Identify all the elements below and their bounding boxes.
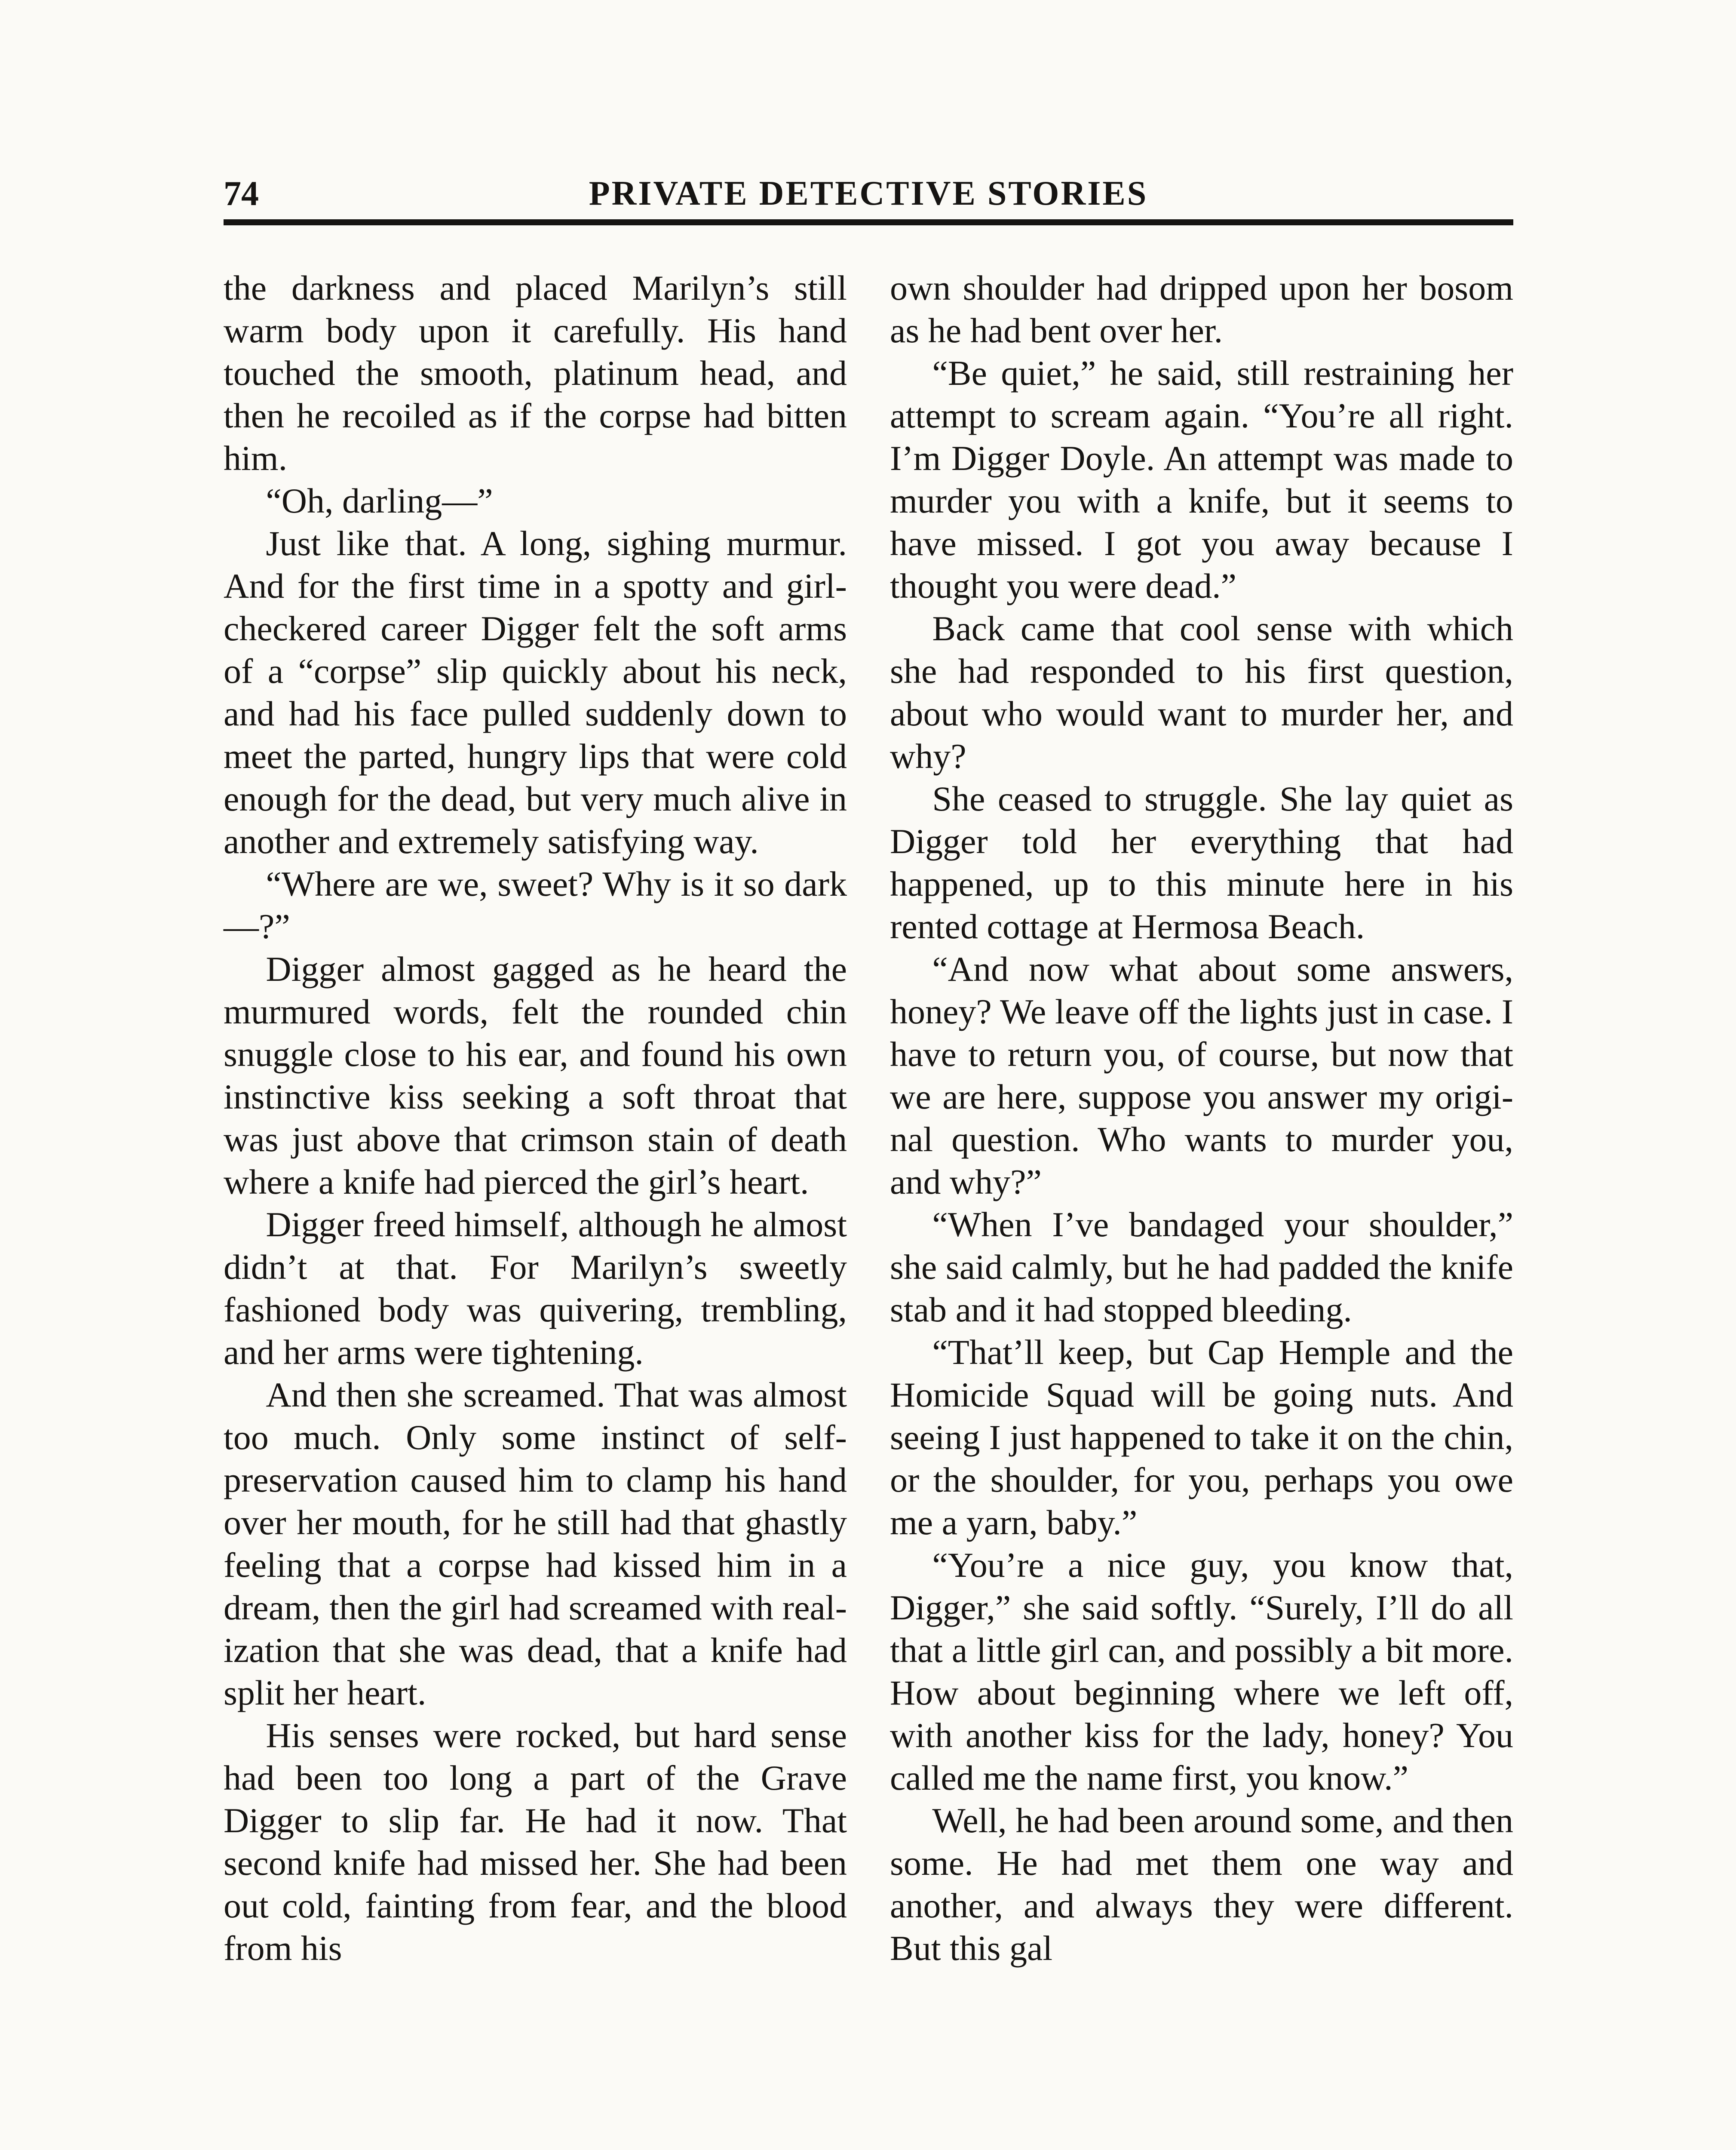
right-column bbox=[890, 267, 1513, 1969]
paragraph: His senses were rocked, but hard sense had been too long a part of the Grave Digger to slip far. He had it now. That second knife had missed her. She had been out cold, fainting from fear, and the blood from his bbox=[224, 1716, 847, 1968]
paragraph: “Where are we, sweet? Why is it so dark—?” bbox=[224, 864, 847, 946]
paragraph: And then she screamed. That was almost too much. Only some instinct of self-preservation caused him to clamp his hand over her mouth, for he still had that ghastly feeling that a corpse had kissed him in a dream, then the girl had screamed with realization that she was dead, that a knife had split her heart. bbox=[224, 1375, 847, 1712]
paragraph: “That’ll keep, but Cap Hemple and the Homicide Squad will be going nuts. And seeing I just happened to take it on the chin, or the shoulder, for you, perhaps you owe me a yarn, baby.” bbox=[890, 1333, 1513, 1542]
paragraph: “And now what about some answers, honey? We leave off the lights just in case. I have to return you, of course, but now that we are here, suppose you answer my original question. Who wants to murder you, and why?” bbox=[890, 949, 1513, 1201]
paragraph: “Be quiet,” he said, still restraining her attempt to scream again. “You’re all right. I’m Digger Doyle. An attempt was made to murder you with a knife, but it seems to have missed. I got you away because I thought you were dead.” bbox=[890, 353, 1513, 605]
page-number: 74 bbox=[224, 174, 259, 213]
paragraph: Just like that. A long, sighing murmur. And for the first time in a spotty and girl-checkered career Digger felt the soft arms of a “corpse” slip quickly about his neck, and had his face pulled suddenly down to meet the parted, hungry lips that were cold enough for the dead, but very much alive in another and extremely satisfying way. bbox=[224, 524, 847, 861]
paragraph: “You’re a nice guy, you know that, Digger,” she said softly. “Surely, I’ll do all that a little girl can, and possibly a bit more. How about beginning where we left off, with another kiss for the lady, honey? You called me the name first, you know.” bbox=[890, 1545, 1513, 1797]
header-rule bbox=[224, 219, 1513, 225]
paragraph: “Oh, darling—” bbox=[266, 481, 493, 520]
paragraph: Digger freed himself, although he almost didn’t at that. For Marilyn’s sweetly fashioned body was quivering, trembling, and her arms were tightening. bbox=[224, 1205, 847, 1372]
paragraph: Digger almost gagged as he heard the murmured words, felt the rounded chin snuggle close to his ear, and found his own instinctive kiss seeking a soft throat that was just above that crimson stain of death where a knife had pierced the girl’s heart. bbox=[224, 949, 847, 1201]
paragraph: own shoulder had dripped upon her bosom as he had bent over her. bbox=[890, 268, 1513, 350]
running-title: PRIVATE DETECTIVE STORIES bbox=[589, 175, 1148, 212]
page-header bbox=[224, 170, 1513, 217]
left-column bbox=[224, 267, 847, 1969]
paragraph: the darkness and placed Marilyn’s still warm body upon it carefully. His hand touched the smooth, platinum head, and then he recoiled as if the corpse had bitten him. bbox=[224, 268, 847, 478]
paragraph: Well, he had been around some, and then some. He had met them one way and another, and always they were different. But this gal bbox=[890, 1801, 1513, 1968]
paragraph: “When I’ve bandaged your shoulder,” she said calmly, but he had padded the knife stab and it had stopped bleeding. bbox=[890, 1205, 1513, 1329]
paragraph: Back came that cool sense with which she had responded to his first question, about who would want to murder her, and why? bbox=[890, 609, 1513, 776]
paragraph: She ceased to struggle. She lay quiet as Digger told her everything that had happened, up to this minute here in his rented cottage at Hermosa Beach. bbox=[890, 779, 1513, 946]
